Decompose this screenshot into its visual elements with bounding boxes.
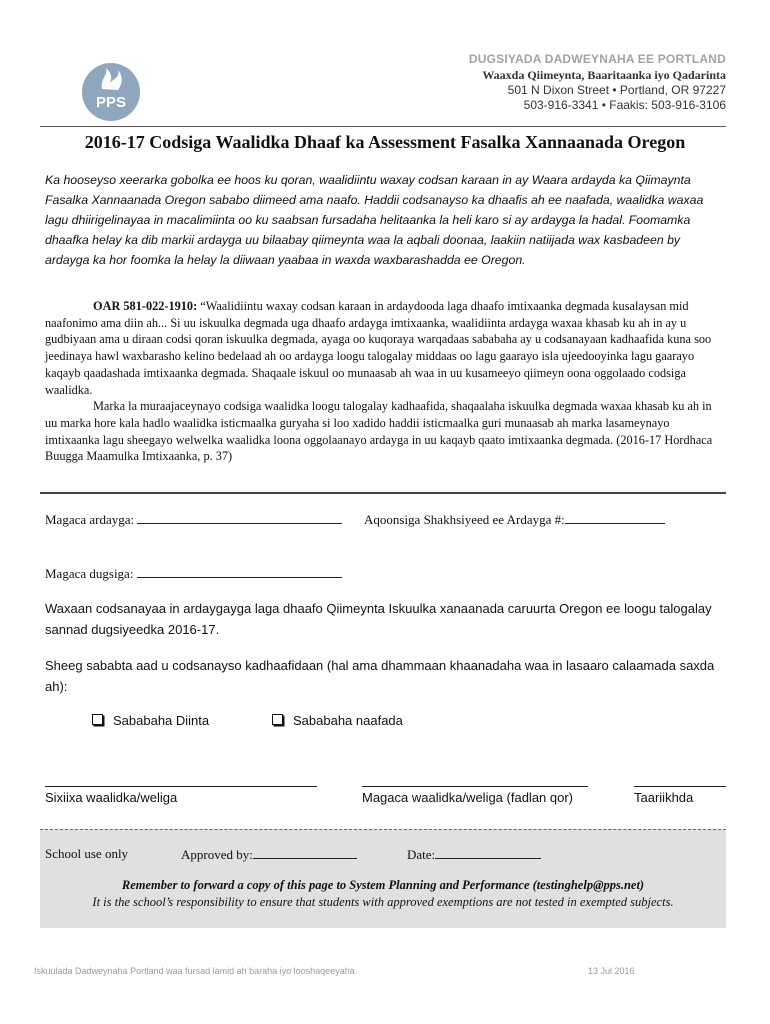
oar-paragraph-1: “Waalidiintu waxay codsan karaan in ardaydooda laga dhaafo imtixaanka degmada kusalaysan mid naafonimo ama diin ah... Si uu iskuulka degmada uga dhaafo ardayga imtixaanka, waalidiinta ardayga waxaa khasab ku ah in ay u gudbiyaan ama u diraan codsi qoran iskuulka degmada, ayaga oo kuqoraya warqadaas sababaha ay u codsanayaan kadhaafida kuna soo jeedinaya hawl waxbarasho kelino bedelaad ah oo ardayga loogu talogalay middaas oo lagu gaarayo isla ujeedooyinka lagu gaarayo kaqayb qaadashada imtixaanka degmada. Shaqaale iskuul oo munaasab ah waa in uu kusameeyo qiimeyn oona oggolaado codsiga waalidka. [45, 299, 712, 397]
footer-equal-opportunity: Iskuulada Dadweynaha Portland waa fursad lamid ah baraha iyo looshaqeeyaha. [34, 966, 358, 976]
date-label: Taariikhda [634, 790, 694, 805]
oar-paragraph-2: Marka la muraajaceynayo codsiga waalidka loogu talogalay kadhaafida, shaqaalaha iskuulka degmada waxaa khasab ku ah in uu marka hore kala hadlo waalidka isticmaalka guryaha si loo xadido haddii isticmaalka guri munaasab ah marka lasameynayo imtixaanka lagu sheegayo welwelka waalidka loona oggolaanayo ardayga in uu kaqayb qaato imtixaanka degmada. (2016-17 Hordhaca Buugga Maamulka Imtixaanka, p. 37) [45, 399, 713, 464]
religious-label: Sababaha Diinta [113, 713, 210, 728]
logo-text: PPS [95, 94, 127, 111]
disability-reason-option[interactable] [272, 713, 403, 728]
student-id-input[interactable] [565, 511, 665, 524]
oar-section [45, 298, 725, 465]
school-name-label: Magaca dugsiga: [45, 566, 134, 581]
approved-by-input[interactable] [253, 846, 357, 859]
parent-name-label: Magaca waalidka/weliga (fadlan qor) [362, 790, 574, 805]
page-title: 2016-17 Codsiga Waalidka Dhaaf ka Assessment Fasalka Xannaanada Oregon [84, 132, 686, 152]
org-name: DUGSIYADA DADWEYNAHA EE PORTLAND [468, 52, 726, 66]
disability-checkbox[interactable] [272, 714, 283, 725]
student-id-label: Aqoonsiga Shakhsiyeed ee Ardayga #: [364, 512, 565, 527]
section-divider [40, 492, 726, 494]
address: 501 N Dixon Street • Portland, OR 97227 [507, 83, 726, 97]
approved-by-field [181, 846, 357, 863]
school-name-field [45, 565, 342, 582]
forward-reminder: Remember to forward a copy of this page to System Planning and Performance (testinghelp@pps.net) [121, 878, 645, 892]
pps-logo [82, 63, 140, 121]
disability-label: Sababaha naafada [293, 713, 403, 728]
approval-date-field [407, 846, 541, 863]
religious-reason-option[interactable] [92, 713, 209, 728]
request-statement: Waxaan codsanayaa in ardaygayga laga dhaafo Qiimeynta Iskuulka xanaanada caruurta Oregon ee loogu talogalay sannad dugsiyeedka 2016-17. [45, 601, 712, 637]
approval-date-label: Date: [407, 847, 436, 862]
student-name-field [45, 511, 342, 528]
student-name-input[interactable] [137, 511, 342, 524]
religious-checkbox[interactable] [92, 714, 103, 725]
footer-date: 13 Jul 2016 [588, 966, 635, 976]
date-line[interactable] [634, 786, 726, 787]
reason-prompt: Sheeg sababta aad u codsanayso kadhaafidaan (hal ama dhammaan khaanadaha waa in lasaaro calaamada saxda ah): [45, 658, 715, 694]
oar-label: OAR 581-022-1910: [93, 299, 198, 313]
approval-date-input[interactable] [435, 846, 541, 859]
school-use-only-label: School use only [45, 846, 129, 861]
department-name: Waaxda Qiimeynta, Baaritaanka iyo Qadarinta [482, 68, 726, 82]
student-id-field [364, 511, 665, 528]
signature-label: Sixiixa waalidka/weliga [45, 790, 178, 805]
responsibility-note: It is the school’s responsibility to ensure that students with approved exemptions are not tested in exempted subjects. [92, 895, 674, 909]
header-divider [40, 126, 726, 127]
approved-by-label: Approved by: [181, 847, 253, 862]
school-name-input[interactable] [137, 565, 342, 578]
student-name-label: Magaca ardayga: [45, 512, 135, 527]
phone-fax: 503-916-3341 • Faakis: 503-916-3106 [523, 98, 726, 112]
intro-paragraph: Ka hooseyso xeerarka gobolka ee hoos ku qoran, waalidiintu waxay codsan karaan in ay Waara ardayda ka Qiimaynta Fasalka Xannaanada Oregon sababo diimeed ama naafo. Haddii codsanayso ka dhaafis ah ee naafada, waalidka waxaa lagu dhiirigelinayaa in macalimiinta oo ku saabsan fursadaha helitaanka la heli karo si ay ardayga la hadal. Foomamka dhaafka helay ka dib markii ardayga uu bilaabay qiimeynta waa la aqbali doonaa, laakiin natiijada wax kasbadeen by ardayga ka hor foomka la helay la diiwaan yaabaa in waxda waxbarashadda ee Oregon. [45, 173, 704, 267]
parent-name-line[interactable] [362, 786, 588, 787]
signature-line[interactable] [45, 786, 317, 787]
